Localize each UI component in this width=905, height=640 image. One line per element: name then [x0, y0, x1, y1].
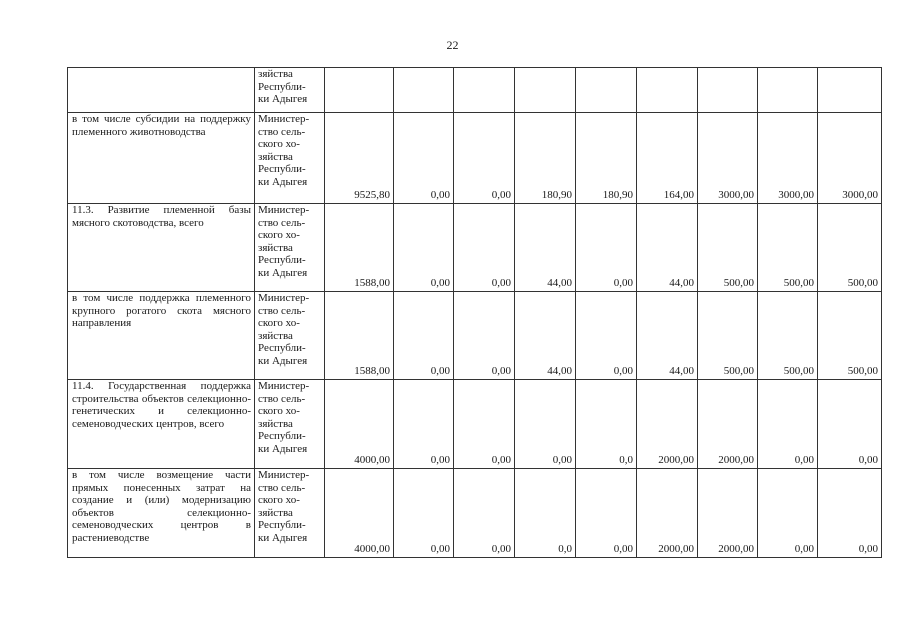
- amount-cell: 0,00: [818, 380, 882, 469]
- amount-cell: [394, 68, 454, 113]
- executor-cell: [255, 469, 325, 558]
- amount-cell: 500,00: [818, 292, 882, 380]
- measure-description: [68, 68, 255, 113]
- amount-cell: [698, 68, 758, 113]
- amount-cell: 2000,00: [637, 380, 698, 469]
- amount-cell: 0,00: [515, 380, 576, 469]
- executor-line: Министер-: [258, 113, 310, 125]
- executor-line: Министер-: [258, 380, 310, 392]
- executor-line: ки Адыгея: [258, 175, 308, 188]
- executor-cell: [255, 380, 325, 469]
- amount-cell: 180,90: [515, 113, 576, 204]
- executor-line: Республи-: [258, 80, 306, 93]
- amount-cell: [818, 68, 882, 113]
- budget-table: [67, 67, 882, 558]
- executor-line: ство сель-: [258, 125, 306, 138]
- executor-cell: [255, 68, 325, 113]
- amount-cell: 9525,80: [325, 113, 394, 204]
- amount-cell: 2000,00: [698, 469, 758, 558]
- executor-line: Республи-: [258, 163, 306, 176]
- amount-cell: 0,00: [758, 469, 818, 558]
- amount-cell: 0,00: [394, 380, 454, 469]
- amount-cell: 180,90: [576, 113, 637, 204]
- amount-cell: 44,00: [515, 292, 576, 380]
- executor-line: Республи-: [258, 342, 306, 355]
- table-row: [68, 469, 882, 558]
- executor-line: ки Адыгея: [258, 354, 308, 367]
- executor-line: ского хо-: [258, 317, 300, 330]
- amount-cell: 0,00: [394, 113, 454, 204]
- amount-cell: 164,00: [637, 113, 698, 204]
- executor-cell: [255, 204, 325, 292]
- amount-cell: 0,00: [454, 292, 515, 380]
- amount-cell: [454, 68, 515, 113]
- amount-cell: 500,00: [818, 204, 882, 292]
- table-row: [68, 68, 882, 113]
- measure-description: 11.3. Развитие племенной базы мясного скотоводства, всего: [68, 204, 255, 292]
- executor-line: Республи-: [258, 519, 306, 532]
- amount-cell: 0,00: [454, 469, 515, 558]
- amount-cell: 0,00: [394, 204, 454, 292]
- amount-cell: [515, 68, 576, 113]
- amount-cell: 4000,00: [325, 469, 394, 558]
- amount-cell: 44,00: [515, 204, 576, 292]
- table-body: [68, 68, 882, 558]
- amount-cell: 0,00: [454, 380, 515, 469]
- amount-cell: 0,00: [576, 292, 637, 380]
- executor-line: ство сель-: [258, 481, 306, 494]
- executor-line: ки Адыгея: [258, 266, 308, 279]
- executor-line: ство сель-: [258, 304, 306, 317]
- measure-description: 11.4. Государственная поддержка строительства объектов селекционно-генетических и селекционно-семеноводческих центров, всего: [68, 380, 255, 469]
- executor-line: ство сель-: [258, 392, 306, 405]
- executor-line: Министер-: [258, 469, 310, 481]
- measure-description: в том числе возмещение части прямых понесенных затрат на создание и (или) модернизацию объектов селекционно-семеноводческих центров в растениеводстве: [68, 469, 255, 558]
- amount-cell: 0,0: [576, 380, 637, 469]
- executor-line: ство сель-: [258, 216, 306, 229]
- amount-cell: 3000,00: [758, 113, 818, 204]
- executor-line: ского хо-: [258, 229, 300, 242]
- amount-cell: 0,00: [394, 469, 454, 558]
- table-row: [68, 292, 882, 380]
- amount-cell: 0,00: [394, 292, 454, 380]
- executor-line: зяйства: [258, 241, 293, 254]
- executor-line: зяйства: [258, 417, 293, 430]
- amount-cell: 0,00: [758, 380, 818, 469]
- amount-cell: 0,00: [454, 113, 515, 204]
- amount-cell: 3000,00: [698, 113, 758, 204]
- amount-cell: [325, 68, 394, 113]
- executor-line: ского хо-: [258, 494, 300, 507]
- measure-description: в том числе субсидии на поддержку племенного животноводства: [68, 113, 255, 204]
- executor-line: ки Адыгея: [258, 531, 308, 544]
- executor-cell: [255, 113, 325, 204]
- amount-cell: 0,00: [576, 204, 637, 292]
- page-number: 22: [446, 38, 459, 52]
- amount-cell: 500,00: [758, 292, 818, 380]
- table-row: [68, 113, 882, 204]
- amount-cell: 4000,00: [325, 380, 394, 469]
- executor-line: ки Адыгея: [258, 93, 308, 106]
- amount-cell: 3000,00: [818, 113, 882, 204]
- amount-cell: 44,00: [637, 204, 698, 292]
- amount-cell: 2000,00: [698, 380, 758, 469]
- executor-line: Республи-: [258, 254, 306, 267]
- amount-cell: [758, 68, 818, 113]
- table-row: [68, 380, 882, 469]
- executor-line: зяйства: [258, 506, 293, 519]
- amount-cell: 500,00: [698, 204, 758, 292]
- amount-cell: 2000,00: [637, 469, 698, 558]
- executor-line: ского хо-: [258, 405, 300, 418]
- executor-line: ского хо-: [258, 138, 300, 151]
- amount-cell: 0,00: [454, 204, 515, 292]
- amount-cell: 44,00: [637, 292, 698, 380]
- executor-line: зяйства: [258, 68, 293, 80]
- amount-cell: [637, 68, 698, 113]
- amount-cell: 0,0: [515, 469, 576, 558]
- executor-line: зяйства: [258, 150, 293, 163]
- amount-cell: 500,00: [758, 204, 818, 292]
- table-row: [68, 204, 882, 292]
- executor-cell: [255, 292, 325, 380]
- measure-description: в том числе поддержка племенного крупного рогатого скота мясного направления: [68, 292, 255, 380]
- executor-line: Министер-: [258, 292, 310, 304]
- amount-cell: 1588,00: [325, 204, 394, 292]
- executor-line: ки Адыгея: [258, 442, 308, 455]
- amount-cell: 0,00: [818, 469, 882, 558]
- executor-line: Министер-: [258, 204, 310, 216]
- amount-cell: 1588,00: [325, 292, 394, 380]
- executor-line: Республи-: [258, 430, 306, 443]
- amount-cell: 500,00: [698, 292, 758, 380]
- amount-cell: 0,00: [576, 469, 637, 558]
- executor-line: зяйства: [258, 329, 293, 342]
- amount-cell: [576, 68, 637, 113]
